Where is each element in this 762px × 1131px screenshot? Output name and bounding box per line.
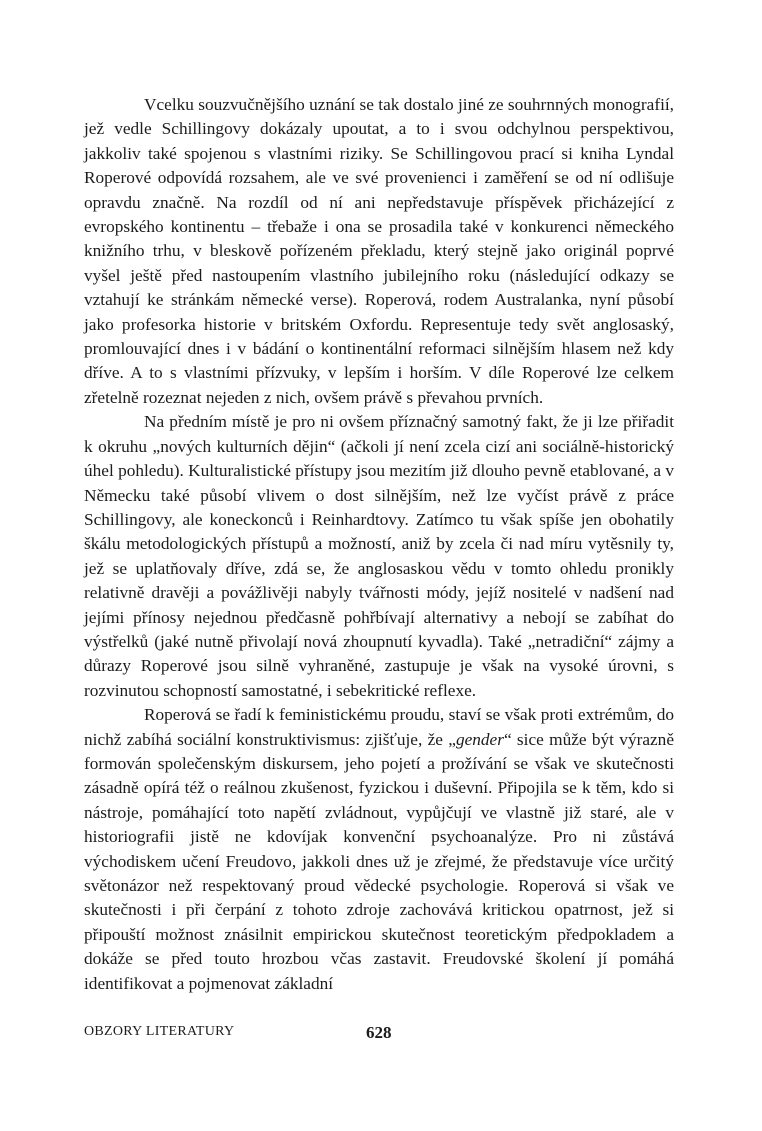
paragraph-3-italic-term: gender — [455, 729, 504, 749]
paragraph-2: Na předním místě je pro ni ovšem příznačný samotný fakt, že ji lze přiřadit k okruhu „nových kulturních dějin“ (ačkoli jí není zcela cizí ani sociálně-historický úhel pohledu). Kulturalistické přístupy jsou mezitím již dlouho pevně etablované, a v Německu také působí vlivem o dost silnějším, než lze vyčíst právě z práce Schillingovy, ale koneckonců i Reinhardtovy. Zatímco tu však spíše jen obohatily škálu metodologických přístupů a možností, aniž by zcela či nad míru vytěsnily ty, jež se uplatňovaly dříve, zdá se, že anglosaskou vědu v tomto ohledu pronikly relativně dravěji a povážlivěji nabyly tvářnosti módy, jejíž nositelé v nadšení nad jejími přínosy nejednou předčasně pohřbívají alternativy a nebojí se zabíhat do výstřelků (jaké nutně přivolají nová zhoupnutí kyvadla). Také „netradiční“ zájmy a důrazy Roperové jsou silně vyhraněné, zastupuje je však na vysoké úrovni, s rozvinutou schopností samostatné, i sebekritické reflexe. — [84, 412, 674, 700]
page-footer — [84, 1024, 674, 1048]
paragraph-3-text-end: “ sice může být výrazně formován společenským diskursem, jeho pojetí a prožívání se však ve skutečnosti zásadně opírá též o reálnou zkušenost, fyzickou i duševní. Připojila se k těm, kdo si nástroje, pomáhající toto napětí zvládnout, vypůjčují ve vlastně již staré, ale v historiografii jistě ne kdovíjak konvenční psychoanalýze. Pro ni zůstává východiskem učení Freudovo, jakkoli dnes už je zřejmé, že představuje více určitý světonázor než respektovaný proud vědecké psychologie. Roperová si však ve skutečnosti i při čerpání z tohoto zdroje zachovává kritickou opatrnost, jež si připouští možnost znásilnit empirickou skutečnost teoretickým předpokladem a dokáže se před touto hrozbou včas zastavit. Freudovské školení jí pomáhá identifikovat a pojmenovat základní — [84, 729, 674, 993]
paragraph-1: Vcelku souzvučnějšího uznání se tak dostalo jiné ze souhrnných monografií, jež vedle Schillingovy dokázaly upoutat, a to i svou odchylnou perspektivou, jakkoliv také spojenou s vlastními riziky. Se Schillingovou prací si kniha Lyndal Roperové odpovídá rozsahem, ale ve své provenienci i zaměření se od ní odlišuje opravdu značně. Na rozdíl od ní ani nepředstavuje příspěvek přicházející z evropského kontinentu – třebaže i ona se prosadila také v konkurenci německého knižního trhu, v bleskově pořízeném překladu, který stejně jako originál poprvé vyšel ještě před nastoupením vlastního jubilejního roku (následující odkazy se vztahují ke stránkám německé verse). Roperová, rodem Australanka, nyní působí jako profesorka historie v britském Oxfordu. Representuje tedy svět anglosaský, promlouvající dnes i v bádání o kontinentální reformaci silnějším hlasem než kdy dříve. A to s vlastními přízvuky, v lepším i horším. V díle Roperové lze celkem zřetelně rozeznat nejeden z nich, ovšem právě s převahou prvních. — [84, 95, 674, 407]
paragraph-3 — [84, 703, 674, 996]
journal-name: OBZORY LITERATURY — [84, 1024, 235, 1039]
page-number: 628 — [366, 1023, 392, 1042]
body-text — [84, 93, 674, 996]
paragraph-3-text-start: Roperová se řadí k feministickému proudu, staví se však proti extrémům, do nichž zabíhá sociální konstruktivismus: zjišťuje, že „ — [84, 705, 674, 749]
